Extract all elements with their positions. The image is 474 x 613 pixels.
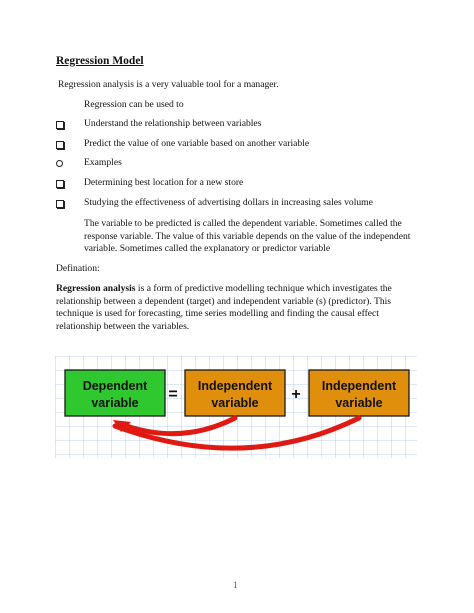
bullet-predict: Predict the value of one variable based on another variable <box>84 138 310 149</box>
definition-body: is a form of predictive modelling technique which investigates the relationship between a dependent (target) and independent variable (s) (predictor). This technique is used for forecasting, time series modelling and finding the causal effect relationship between the variables. <box>56 283 392 332</box>
bullet-advertising: Studying the effectiveness of advertising dollars in increasing sales volume <box>84 197 373 208</box>
independent2-label-line1: Independent <box>321 379 397 393</box>
independent2-label-line2: variable <box>335 396 383 410</box>
plus-sign: + <box>291 386 301 403</box>
independent1-label-line1: Independent <box>197 379 273 393</box>
bullet-store-location: Determining best location for a new store <box>84 177 244 188</box>
checkbox-bullet-icon <box>56 178 66 188</box>
usage-intro: Regression can be used to <box>84 99 184 110</box>
bullet-examples: Examples <box>84 157 122 168</box>
page-title: Regression Model <box>56 55 144 67</box>
page-number: 1 <box>233 580 238 590</box>
equals-sign: = <box>168 386 178 403</box>
checkbox-bullet-icon <box>56 119 66 129</box>
definition-heading: Defination: <box>56 263 100 274</box>
dependent-label-line2: variable <box>91 396 139 410</box>
independent1-label-line2: variable <box>211 396 259 410</box>
intro-text: Regression analysis is a very valuable tool for a manager. <box>58 79 279 90</box>
bullet-understand: Understand the relationship between variables <box>84 118 262 129</box>
regression-equation-diagram <box>55 356 417 458</box>
dependent-variable-paragraph: The variable to be predicted is called the dependent variable. Sometimes called the response variable. The value of this variable depends on the value of the independent variable. Sometimes called the explanatory or predictor variable <box>84 218 411 255</box>
definition-paragraph <box>56 283 426 333</box>
ring-bullet-icon <box>56 158 66 168</box>
definition-term: Regression analysis <box>56 283 136 294</box>
dependent-label-line1: Dependent <box>82 379 148 393</box>
checkbox-bullet-icon <box>56 139 66 149</box>
checkbox-bullet-icon <box>56 198 66 208</box>
